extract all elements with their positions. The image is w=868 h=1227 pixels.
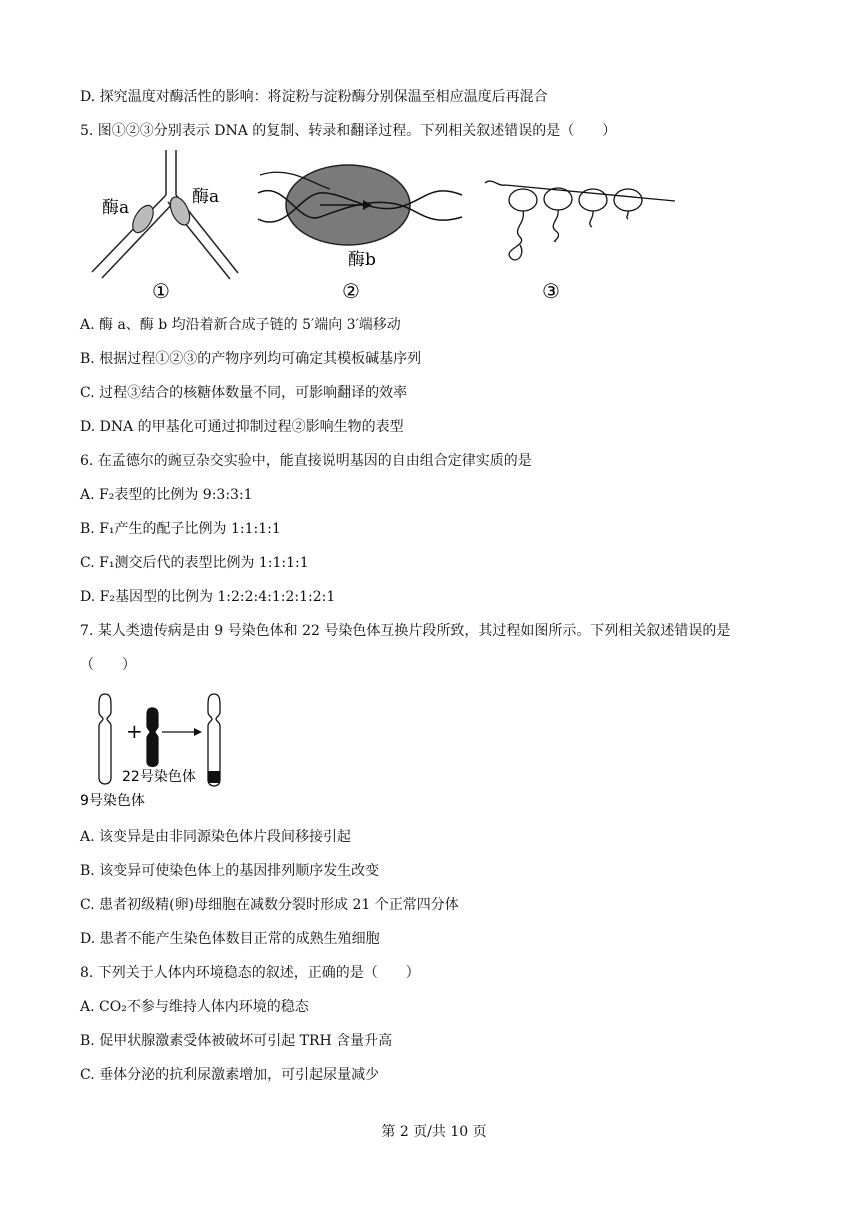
dna-process-figure <box>80 145 700 307</box>
transcription-diagram <box>258 165 462 245</box>
option-8a: A. CO₂不参与维持人体内环境的稳态 <box>80 999 309 1015</box>
option-6d: D. F₂基因型的比例为 1:2:2:4:1:2:1:2:1 <box>80 589 336 605</box>
process-2-label: ② <box>342 279 360 303</box>
option-5a: A. 酶 a、酶 b 均沿着新合成子链的 5′端向 3′端移动 <box>80 317 401 333</box>
option-8c: C. 垂体分泌的抗利尿激素增加，可引起尿量减少 <box>80 1067 380 1083</box>
process-1-label: ① <box>152 279 170 303</box>
chr22-label: 22号染色体 <box>122 769 196 785</box>
option-8b: B. 促甲状腺激素受体被破坏可引起 TRH 含量升高 <box>80 1033 393 1049</box>
page-footer: 第 2 页/共 10 页 <box>381 1124 487 1140</box>
enzyme-a-left-label: 酶a <box>102 198 130 218</box>
question-5: 5. 图①②③分别表示 DNA 的复制、转录和翻译过程。下列相关叙述错误的是（ ） <box>80 123 617 139</box>
translation-diagram <box>485 181 675 260</box>
option-7a: A. 该变异是由非同源染色体片段间移接引起 <box>80 829 352 845</box>
arrow-icon <box>194 728 202 736</box>
option-7c: C. 患者初级精(卵)母细胞在减数分裂时形成 21 个正常四分体 <box>80 897 459 913</box>
option-5c: C. 过程③结合的核糖体数量不同，可影响翻译的效率 <box>80 385 408 401</box>
option-6c: C. F₁测交后代的表型比例为 1:1:1:1 <box>80 555 309 571</box>
plus-sign: + <box>126 719 143 743</box>
chromosome-translocation-figure <box>80 688 240 814</box>
question-7-blank: （ ） <box>80 657 136 673</box>
option-5b: B. 根据过程①②③的产物序列均可确定其模板碱基序列 <box>80 351 422 367</box>
option-5d: D. DNA 的甲基化可通过抑制过程②影响生物的表型 <box>80 419 404 435</box>
option-6b: B. F₁产生的配子比例为 1:1:1:1 <box>80 521 281 537</box>
question-6: 6. 在孟德尔的豌豆杂交实验中，能直接说明基因的自由组合定律实质的是 <box>80 453 532 469</box>
option-4d: D. 探究温度对酶活性的影响：将淀粉与淀粉酶分别保温至相应温度后再混合 <box>80 89 548 105</box>
chr9-label: 9号染色体 <box>80 793 145 809</box>
question-8: 8. 下列关于人体内环境稳态的叙述，正确的是（ ） <box>80 965 420 981</box>
question-7: 7. 某人类遗传病是由 9 号染色体和 22 号染色体互换片段所致，其过程如图所示。下列相关叙述错误的是 <box>80 623 731 639</box>
enzyme-a-right-label: 酶a <box>192 187 220 207</box>
option-7d: D. 患者不能产生染色体数目正常的成熟生殖细胞 <box>80 931 380 947</box>
option-7b: B. 该变异可使染色体上的基因排列顺序发生改变 <box>80 863 380 879</box>
enzyme-b-label: 酶b <box>348 250 376 270</box>
option-6a: A. F₂表型的比例为 9:3:3:1 <box>80 487 253 503</box>
chromosome-22 <box>147 708 158 767</box>
process-3-label: ③ <box>542 279 560 303</box>
chromosome-9 <box>99 694 111 784</box>
